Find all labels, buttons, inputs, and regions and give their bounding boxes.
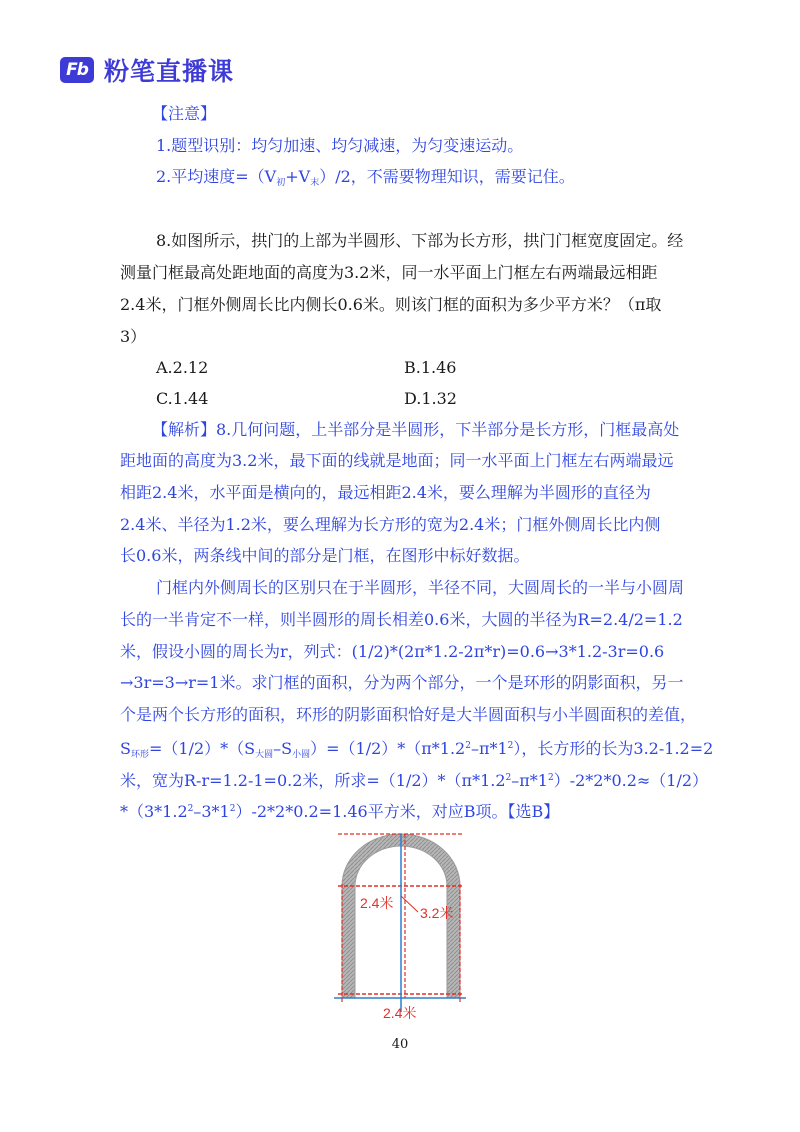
arch-door-figure <box>330 826 470 1022</box>
analysis-line: 距地面的高度为3.2米，最下面的线就是地面；同一水平面上门框左右两端最远 <box>120 451 674 470</box>
question-line: 8.如图所示，拱门的上部为半圆形、下部为长方形，拱门门框宽度固定。经 <box>156 231 684 250</box>
brand-name: 粉笔直播课 <box>104 57 235 86</box>
height-leader <box>401 896 418 912</box>
page-number: 40 <box>391 1037 409 1052</box>
analysis-line: 门框内外侧周长的区别只在于半圆形，半径不同，大圆周长的一半与小圆周 <box>156 578 685 597</box>
note-title: 【注意】 <box>152 104 217 123</box>
analysis-line: 2.4米、半径为1.2米，要么理解为长方形的宽为2.4米；门框外侧周长比内侧 <box>120 515 661 534</box>
analysis-line: 长0.6米，两条线中间的部分是门框，在图形中标好数据。 <box>120 546 530 565</box>
question-line: 3） <box>120 327 147 346</box>
formula-line: $S_{环形}=(1/2)*(S_{大圆}-S_{小圆})=(1/2)*(\pi*1.2^2-\pi*1^2)$，长方形的长为3.2-1.2=2 <box>120 739 714 760</box>
brand-logo <box>60 52 234 88</box>
option-a: A.2.12 <box>156 358 209 377</box>
option-d: D.1.32 <box>404 389 457 408</box>
analysis-line: →3r=3→r=1米。求门框的面积，分为两个部分，一个是环形的阴影面积，另一 <box>120 673 684 692</box>
formula-line: 米，宽为R-r=1.2-1=0.2米，所求$=(1/2)*(\pi*1.2^2-\pi*1^2)-2*2*0.2\approx(1/2)$ <box>120 771 709 790</box>
formula-line: $*(3*1.2^2-3*1^2)-2*2*0.2=1.46$平方米，对应B项。【选B】 <box>120 802 560 821</box>
question-line: 测量门框最高处距地面的高度为3.2米，同一水平面上门框左右两端最远相距 <box>120 263 658 282</box>
analysis-line: 相距2.4米，水平面是横向的，最远相距2.4米，要么理解为半圆形的直径为 <box>120 483 651 502</box>
analysis-line: 个是两个长方形的面积，环形的阴影面积恰好是大半圆面积与小半圆面积的差值， <box>120 705 697 724</box>
analysis-line: 米，假设小圆的周长为r，列式：(1/2)*(2π*1.2-2π*r)=0.6→3*1.2-3r=0.6 <box>120 642 665 661</box>
note-item-2: 2.平均速度$=(V_初+V_末)/2$，不需要物理知识，需要记住。 <box>156 167 575 188</box>
bottom-width-label: 2.4米 <box>383 1005 417 1021</box>
logo-mark: Fb <box>60 57 94 83</box>
analysis-line: 长的一半肯定不一样，则半圆形的周长相差0.6米，大圆的半径为R=2.4/2=1.2 <box>120 610 683 629</box>
option-c: C.1.44 <box>156 389 209 408</box>
height-label: 3.2米 <box>420 905 454 921</box>
question-line: 2.4米，门框外侧周长比内侧长0.6米。则该门框的面积为多少平方米？（π取 <box>120 295 662 314</box>
option-b: B.1.46 <box>404 358 457 377</box>
analysis-line: 【解析】8.几何问题，上半部分是半圆形，下半部分是长方形，门框最高处 <box>152 420 680 439</box>
note-item-1: 1.题型识别：均匀加速、均匀减速，为匀变速运动。 <box>156 136 524 155</box>
width-label: 2.4米 <box>360 895 394 911</box>
